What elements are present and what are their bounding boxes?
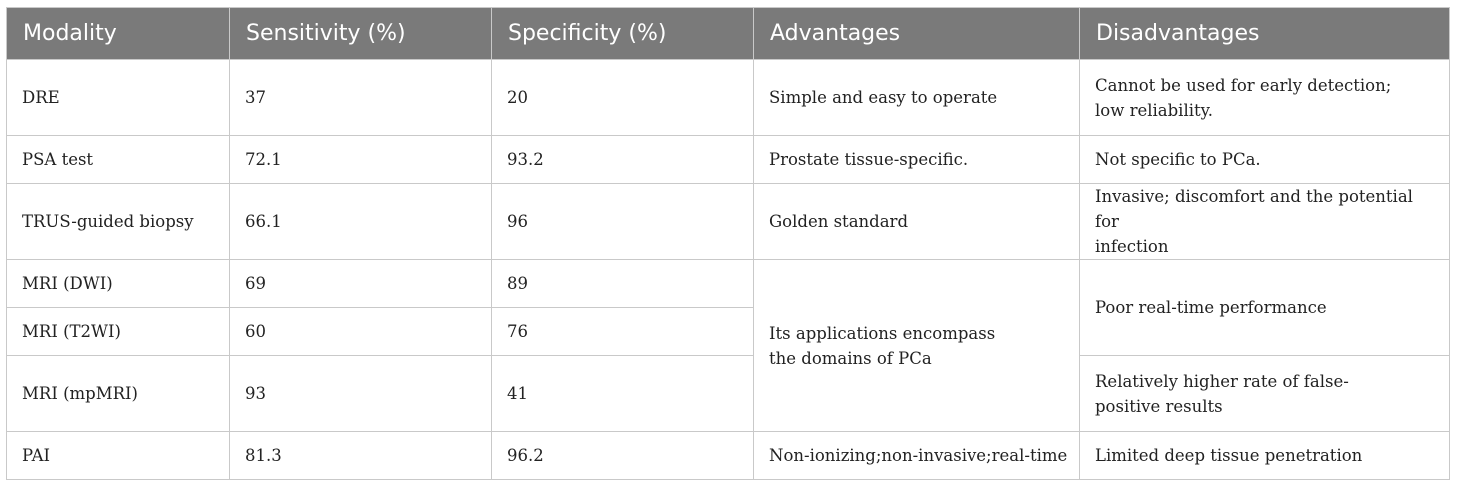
table-body <box>7 60 1450 480</box>
advantages-cell: Non-ionizing;non-invasive;real-time <box>754 432 1080 480</box>
table-row <box>7 260 1450 308</box>
table-row <box>7 432 1450 480</box>
disadvantages-line: positive results <box>1095 396 1223 416</box>
modality-cell: PSA test <box>7 136 230 184</box>
header-advantages: Advantages <box>754 8 1080 60</box>
disadvantages-line: low reliability. <box>1095 100 1214 120</box>
table-row <box>7 136 1450 184</box>
disadvantages-line: Relatively higher rate of false- <box>1095 371 1349 391</box>
disadvantages-cell: Not specific to PCa. <box>1080 136 1450 184</box>
table-row <box>7 60 1450 136</box>
advantages-cell: Golden standard <box>754 184 1080 260</box>
specificity-cell: 93.2 <box>492 136 754 184</box>
modality-cell: MRI (DWI) <box>7 260 230 308</box>
advantages-cell: Simple and easy to operate <box>754 60 1080 136</box>
sensitivity-cell: 60 <box>230 308 492 356</box>
sensitivity-cell: 72.1 <box>230 136 492 184</box>
modality-comparison-table <box>6 7 1450 480</box>
specificity-cell: 96.2 <box>492 432 754 480</box>
table-row <box>7 184 1450 260</box>
header-row <box>7 8 1450 60</box>
mri-disadvantages-merged-cell: Poor real-time performance <box>1080 260 1450 356</box>
header-specificity: Specificity (%) <box>492 8 754 60</box>
modality-cell: MRI (T2WI) <box>7 308 230 356</box>
specificity-cell: 89 <box>492 260 754 308</box>
modality-cell: DRE <box>7 60 230 136</box>
sensitivity-cell: 93 <box>230 356 492 432</box>
modality-cell: PAI <box>7 432 230 480</box>
disadvantages-line: Invasive; discomfort and the potential for <box>1095 187 1413 231</box>
specificity-cell: 76 <box>492 308 754 356</box>
advantages-cell: Prostate tissue-specific. <box>754 136 1080 184</box>
disadvantages-line: infection <box>1095 237 1169 256</box>
disadvantages-line: Cannot be used for early detection; <box>1095 75 1392 95</box>
mri-advantages-merged-cell <box>754 260 1080 432</box>
modality-cell: MRI (mpMRI) <box>7 356 230 432</box>
table-header <box>7 8 1450 60</box>
sensitivity-cell: 81.3 <box>230 432 492 480</box>
table-row <box>7 356 1450 432</box>
disadvantages-cell: Limited deep tissue penetration <box>1080 432 1450 480</box>
specificity-cell: 41 <box>492 356 754 432</box>
header-sensitivity: Sensitivity (%) <box>230 8 492 60</box>
advantages-line: the domains of PCa <box>769 348 932 368</box>
header-modality: Modality <box>7 8 230 60</box>
header-disadvantages: Disadvantages <box>1080 8 1450 60</box>
specificity-cell: 20 <box>492 60 754 136</box>
specificity-cell: 96 <box>492 184 754 260</box>
disadvantages-cell <box>1080 356 1450 432</box>
disadvantages-cell <box>1080 60 1450 136</box>
sensitivity-cell: 69 <box>230 260 492 308</box>
modality-cell: TRUS-guided biopsy <box>7 184 230 260</box>
advantages-line: Its applications encompass <box>769 323 996 343</box>
sensitivity-cell: 66.1 <box>230 184 492 260</box>
disadvantages-cell <box>1080 184 1450 260</box>
sensitivity-cell: 37 <box>230 60 492 136</box>
